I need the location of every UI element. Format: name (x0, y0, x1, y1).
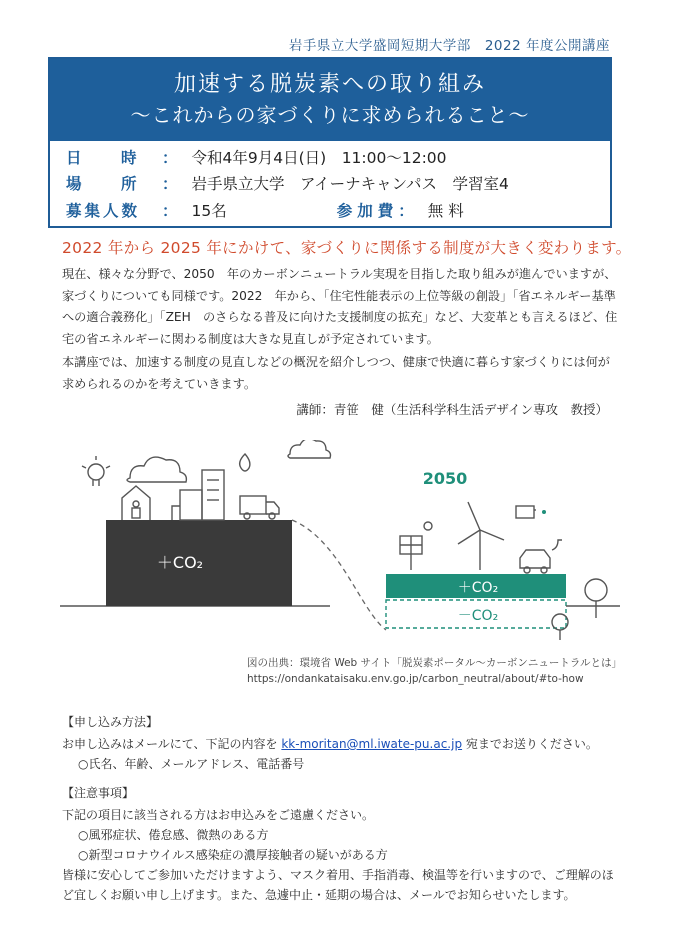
place-value: 岩手県立大学 アイーナキャンパス 学習室4 (191, 175, 509, 193)
electric-car-icon (520, 540, 562, 573)
solar-panel-icon (400, 522, 432, 570)
source-url: https://ondankataisaku.env.go.jp/carbon_neutral/about/#to-how (246, 673, 584, 685)
capacity-colon: ： (162, 202, 178, 220)
date-value: 令和4年9月4日(日) 11:00～12:00 (191, 149, 447, 167)
notes-intro: 下記の項目に該当される方はお申込みをご遠慮ください。 (62, 808, 375, 822)
notes-section (62, 783, 618, 905)
capacity-row (66, 199, 464, 221)
house-icon (122, 486, 150, 520)
capacity-label: 募集人数 (66, 202, 141, 220)
source-line-1: 図の出典：環境省 Web サイト「脱炭素ポータル～カーボンニュートラルとは」 (246, 657, 622, 669)
notes-heading: 【注意事項】 (62, 786, 135, 800)
apply-item: ○氏名、年齢、メールアドレス、電話番号 (78, 757, 305, 771)
apply-section (62, 712, 598, 774)
email-link[interactable]: kk-moritan@ml.iwate-pu.ac.jp (281, 737, 463, 751)
carbon-neutral-illustration (60, 440, 620, 655)
page-title: 加速する脱炭素への取り組み (173, 72, 486, 97)
building-icon (172, 470, 224, 520)
truck-icon (240, 496, 279, 519)
notes-item-2: ○新型コロナウイルス感染症の濃厚接触者の疑いがある方 (78, 848, 388, 862)
tree-icon (585, 579, 607, 618)
title-band (50, 59, 610, 141)
minus-co2-label: －CO₂ (457, 608, 499, 624)
apply-text-after: 宛までお送りください。 (465, 737, 598, 751)
wind-turbine-icon (458, 502, 504, 570)
fee-label: 参加費 (336, 202, 399, 220)
place-row (66, 172, 509, 194)
battery-icon (516, 506, 546, 518)
flame-icon (240, 454, 250, 471)
date-colon: ： (162, 149, 178, 167)
apply-heading: 【申し込み方法】 (62, 715, 159, 729)
cloud-icon (127, 457, 186, 482)
body-paragraph-1: 現在、様々な分野で、2050 年のカーボンニュートラル実現を目指した取り組みが進んでいますが、家づくりについても同様です。2022 年から、「住宅性能表示の上位等級の創設」「省エネルギー基準への適合義務化」「ZEH のさらなる普及に向けた支援制度の拡充」など、大変革とも言えるほど、住宅の省エネルギーに関わる制度は大きな見直しが予定されています。 (62, 267, 618, 346)
body-paragraph-2: 本講座では、加速する制度の見直しなどの概況を紹介しつつ、健康で快適に暮らす家づくりには何が求められるのかを考えていきます。 (62, 355, 610, 391)
apply-text (62, 734, 598, 754)
lecturer: 講師：青笹 健（生活科学科生活デザイン専攻 教授） (296, 402, 608, 417)
fee-value: 無 料 (427, 202, 464, 220)
plus-co2-label: ＋CO₂ (457, 580, 499, 596)
organizer-text: 岩手県立大学盛岡短期大学部 2022 年度公開講座 (288, 38, 610, 54)
lightbulb-icon (82, 456, 110, 486)
left-co2-label: ＋CO₂ (156, 553, 204, 572)
date-label: 日 時 (66, 149, 149, 167)
notes-item-1: ○風邪症状、倦怠感、微熱のある方 (78, 828, 269, 842)
capacity-value: 15名 (191, 202, 227, 220)
place-label: 場 所 (66, 175, 149, 193)
page-subtitle: ～これからの家づくりに求められること～ (130, 103, 530, 127)
figure-source (247, 655, 622, 687)
place-colon: ： (162, 175, 178, 193)
target-year: 2050 (422, 469, 468, 488)
headline: 2022 年から 2025 年にかけて、家づくりに関係する制度が大きく変わります。 (62, 239, 632, 257)
apply-text-before: お申し込みはメールにて、下記の内容を (62, 737, 278, 751)
date-row (66, 146, 447, 168)
cloud-icon (288, 440, 331, 458)
fee-colon: ： (398, 202, 414, 220)
notes-closing: 皆様に安心してご参加いただけますよう、マスク着用、手指消毒、検温等を行いますので、ご理解のほど宜しくお願い申し上げます。また、急遽中止・延期の場合は、メールでお知らせいたします。 (62, 868, 614, 902)
